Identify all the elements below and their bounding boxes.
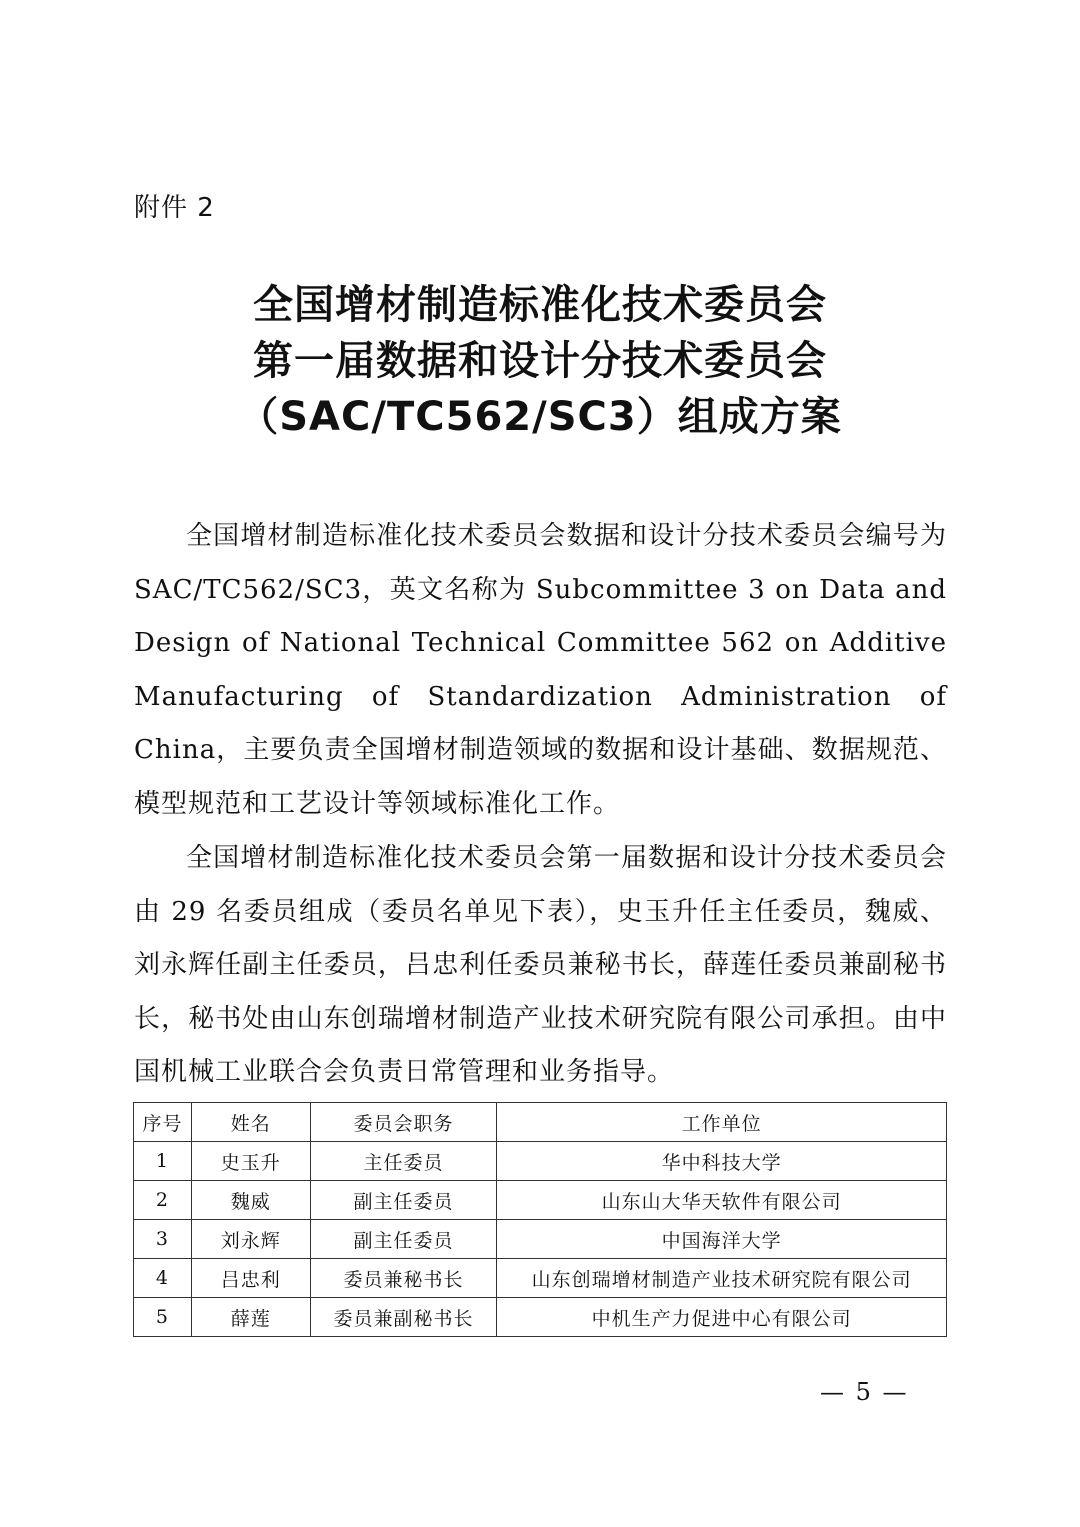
attachment-label: 附件 2 — [134, 193, 215, 223]
header-name: 姓名 — [191, 1103, 310, 1142]
cell-employer: 华中科技大学 — [497, 1142, 947, 1181]
cell-index: 2 — [134, 1181, 192, 1220]
table-header-row — [134, 1103, 947, 1142]
paragraph-composition: 全国增材制造标准化技术委员会第一届数据和设计分技术委员会由 29 名委员组成（委员名单见下表），史玉升任主任委员，魏威、刘永辉任副主任委员，吕忠利任委员兼秘书长，薛莲任委员兼副秘书长，秘书处由山东创瑞增材制造产业技术研究院有限公司承担。由中国机械工业联合会负责日常管理和业务指导。 — [134, 843, 947, 1088]
cell-name: 刘永辉 — [191, 1220, 310, 1259]
table-row — [134, 1220, 947, 1259]
table-row — [134, 1298, 947, 1337]
cell-position: 副主任委员 — [310, 1181, 497, 1220]
cell-name: 史玉升 — [191, 1142, 310, 1181]
cell-employer: 山东山大华天软件有限公司 — [497, 1181, 947, 1220]
cell-index: 3 — [134, 1220, 192, 1259]
cell-name: 魏威 — [191, 1181, 310, 1220]
cell-index: 5 — [134, 1298, 192, 1337]
table-row — [134, 1142, 947, 1181]
cell-position: 委员兼秘书长 — [310, 1259, 497, 1298]
header-index: 序号 — [134, 1103, 192, 1142]
page-number: — 5 — — [820, 1378, 909, 1406]
document-title — [90, 277, 990, 445]
title-line-3: （SAC/TC562/SC3）组成方案 — [238, 394, 842, 440]
cell-position: 委员兼副秘书长 — [310, 1298, 497, 1337]
cell-index: 1 — [134, 1142, 192, 1181]
title-line-2: 第一届数据和设计分技术委员会 — [253, 338, 827, 384]
header-position: 委员会职务 — [310, 1103, 497, 1142]
cell-employer: 山东创瑞增材制造产业技术研究院有限公司 — [497, 1259, 947, 1298]
cell-position: 主任委员 — [310, 1142, 497, 1181]
table-row — [134, 1259, 947, 1298]
cell-employer: 中国海洋大学 — [497, 1220, 947, 1259]
cell-name: 吕忠利 — [191, 1259, 310, 1298]
cell-employer: 中机生产力促进中心有限公司 — [497, 1298, 947, 1337]
table-row — [134, 1181, 947, 1220]
cell-name: 薛莲 — [191, 1298, 310, 1337]
cell-index: 4 — [134, 1259, 192, 1298]
title-line-1: 全国增材制造标准化技术委员会 — [253, 282, 827, 328]
header-employer: 工作单位 — [497, 1103, 947, 1142]
paragraph-intro: 全国增材制造标准化技术委员会数据和设计分技术委员会编号为 SAC/TC562/SC3，英文名称为 Subcommittee 3 on Data and Design of National Technical Committee 562 on Additive Manufacturing of Standardization Administration of China，主要负责全国增材制造领域的数据和设计基础、数据规范、模型规范和工艺设计等领域标准化工作。 — [134, 521, 947, 819]
members-table — [133, 1102, 947, 1337]
cell-position: 副主任委员 — [310, 1220, 497, 1259]
